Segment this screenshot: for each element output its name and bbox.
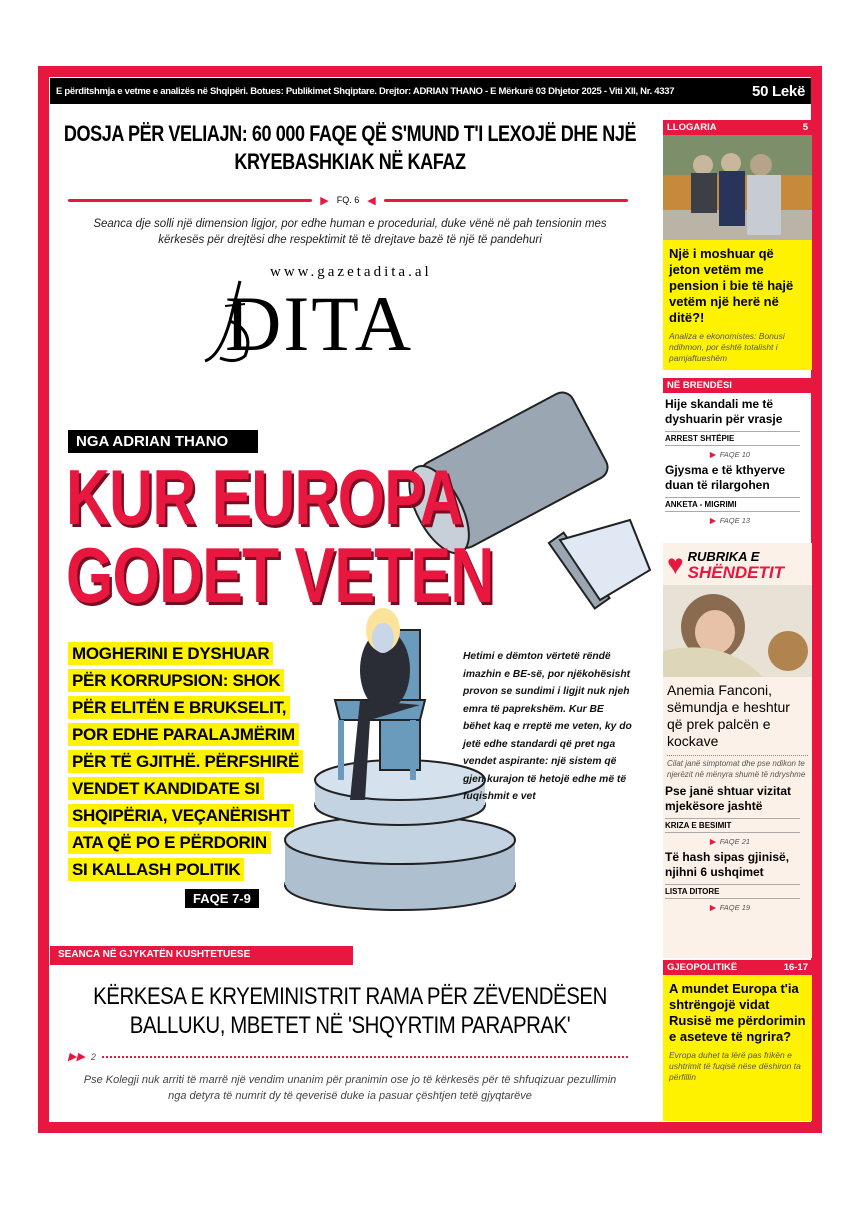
page-number: 16-17 [783, 962, 808, 973]
highlight-deck [68, 642, 368, 885]
section-label: SEANCA NË GJYKATËN KUSHTETUESE [50, 946, 353, 965]
page-ref: 2 [90, 1051, 96, 1062]
item-kicker: KRIZA E BESIMIT [665, 818, 800, 833]
page-ref: FAQE 13 [719, 516, 751, 525]
deck-line: ATA QË PO E PËRDORIN [68, 831, 271, 854]
item-kicker: ARREST SHTËPIE [665, 431, 800, 446]
logo: DITA [225, 280, 414, 367]
sidebar-llogaria[interactable] [663, 120, 812, 370]
section-label: NË BRENDËSI [667, 380, 732, 391]
list-item[interactable] [663, 846, 812, 912]
lead-subtitle: Seanca dje solli një dimension ligjor, por edhe human e procedurial, duke vënë në pah tensionin mes kërkesës për drejtësi dhe respektimit të të drejtave bazë të një të pandehuri [93, 218, 607, 246]
item-kicker: ANKETA - MIGRIMI [665, 497, 800, 512]
arrow-right-icon: ▶ [710, 837, 716, 846]
story-title: Një i moshuar që jeton vetëm me pension i bie të hajë vetëm një herë në ditë?! [669, 246, 794, 325]
page-ref: FAQE 19 [719, 903, 751, 912]
page-ref: FQ. 6 [336, 195, 360, 205]
story-title: A mundet Europa t'ia shtrëngojë vidat Rusisë me përdorimin e aseteve të ngrira? [669, 981, 806, 1044]
arrow-right-icon: ▶ [320, 194, 329, 207]
item-title: Pse janë shtuar vizitat mjekësore jashtë [665, 784, 792, 813]
deck-line: MOGHERINI E DYSHUAR [68, 642, 273, 665]
story-sub: Cilat janë simptomat dhe pse ndikon te njerëzit në mënyra shumë të ndryshme [667, 755, 808, 780]
list-item[interactable] [663, 780, 812, 846]
arrow-right-icon: ▶ [710, 516, 716, 525]
sidebar-health [663, 543, 812, 958]
list-item[interactable] [663, 459, 812, 525]
list-item[interactable] [663, 393, 812, 459]
arrow-right-icon: ▶ [710, 450, 716, 459]
item-title: Hije skandali me të dyshuarin për vrasje [665, 397, 783, 426]
photo-sick-child [663, 585, 812, 677]
deck-line: PËR ELITËN E BRUKSELIT, [68, 696, 290, 719]
lead-page-ref [68, 193, 628, 207]
headline-line: GODET VETEN [66, 531, 494, 619]
main-page-ref[interactable]: FAQE 7-9 [185, 889, 259, 908]
main-headline[interactable] [66, 453, 494, 619]
main-body: Hetimi e dëmton vërtetë rëndë imazhin e BE-së, por njëkohësisht provon se sundimi i ligjit nuk njeh emra të paprekshëm. Kur BE bëhet kaq e rreptë me veten, ky do jetë edhe standardi që pret nga vendet aspirante: një sistem që gjen kurajon të hetojë edhe më të fuqishmit e vet [463, 651, 632, 802]
byline: NGA ADRIAN THANO [68, 430, 258, 453]
deck-line: VENDET KANDIDATE SI [68, 777, 264, 800]
sidebar-geo[interactable] [663, 960, 812, 1121]
deck-line: PËR TË GJITHË. PËRFSHIRË [68, 750, 303, 773]
headline-line: KUR EUROPA [66, 453, 463, 541]
second-subtitle: Pse Kolegji nuk arriti të marrë një vendim unanim për pranimin ose jo të kërkesës për të shfuqizuar pezullimin nga detyra të numrit dy të qeverisë duke ia pasuar çështjen tetë gjyqtarëve [83, 1074, 617, 1102]
story-sub: Evropa duhet ta lërë pas frikën e ushtrimit të fuqisë nëse dëshiron ta përfillin [669, 1050, 801, 1082]
deck-line: SHQIPËRIA, VEÇANËRISHT [68, 804, 294, 827]
price: 50 Lekë [752, 82, 805, 100]
page-number: 5 [802, 122, 808, 133]
item-title: Të hash sipas gjinisë, njihni 6 ushqimet [665, 850, 790, 879]
logo-url: www.gazetadita.al [270, 264, 432, 280]
item-title: Gjysma e të kthyerve duan të rilargohen [665, 463, 786, 492]
story-title[interactable]: Anemia Fanconi, sëmundja e heshtur që prek palcën e kockave [667, 682, 790, 749]
arrow-left-icon: ◀ [367, 194, 376, 207]
section-label: LLOGARIA [667, 122, 717, 133]
arrow-right-icon: ▶ [710, 903, 716, 912]
masthead-bar [50, 78, 811, 104]
section-label: GJEOPOLITIKË [667, 962, 738, 973]
heart-cross-icon: ♥ [667, 549, 684, 580]
second-headline[interactable]: KËRKESA E KRYEMINISTRIT RAMA PËR ZËVENDËSEN BALLUKU, MBETET NË 'SHQYRTIM PARAPRAK' [93, 983, 607, 1039]
deck-line: SI KALLASH POLITIK [68, 858, 244, 881]
masthead-line: E përditshmja e vetme e analizës në Shqipëri. Botues: Publikimet Shqiptare. Drejtor: ADRIAN THANO - E Mërkurë 03 Dhjetor 2025 - Viti XII, Nr. 4337 [56, 85, 675, 97]
story-sub: Analiza e ekonomistes: Bonusi ndihmon, por është totalisht i pamjaftueshëm [669, 331, 785, 363]
photo-elderly-bench [663, 135, 812, 240]
item-kicker: LISTA DITORE [665, 884, 800, 899]
sidebar-inside [663, 378, 812, 525]
deck-line: POR EDHE PARALAJMËRIM [68, 723, 299, 746]
rubric-label: SHËNDETIT [687, 563, 784, 582]
deck-line: PËR KORRUPSION: SHOK [68, 669, 284, 692]
rubric-label: RUBRIKA E [687, 549, 760, 564]
lead-headline[interactable]: DOSJA PËR VELIAJN: 60 000 FAQE QË S'MUND T'I LEXOJË DHE NJË KRYEBASHKIAK NË KAFAZ [63, 121, 637, 174]
page-ref: FAQE 10 [719, 450, 751, 459]
second-page-ref [68, 1050, 628, 1063]
page-ref: FAQE 21 [719, 837, 751, 846]
double-arrow-icon: ▶▶ [68, 1051, 85, 1063]
